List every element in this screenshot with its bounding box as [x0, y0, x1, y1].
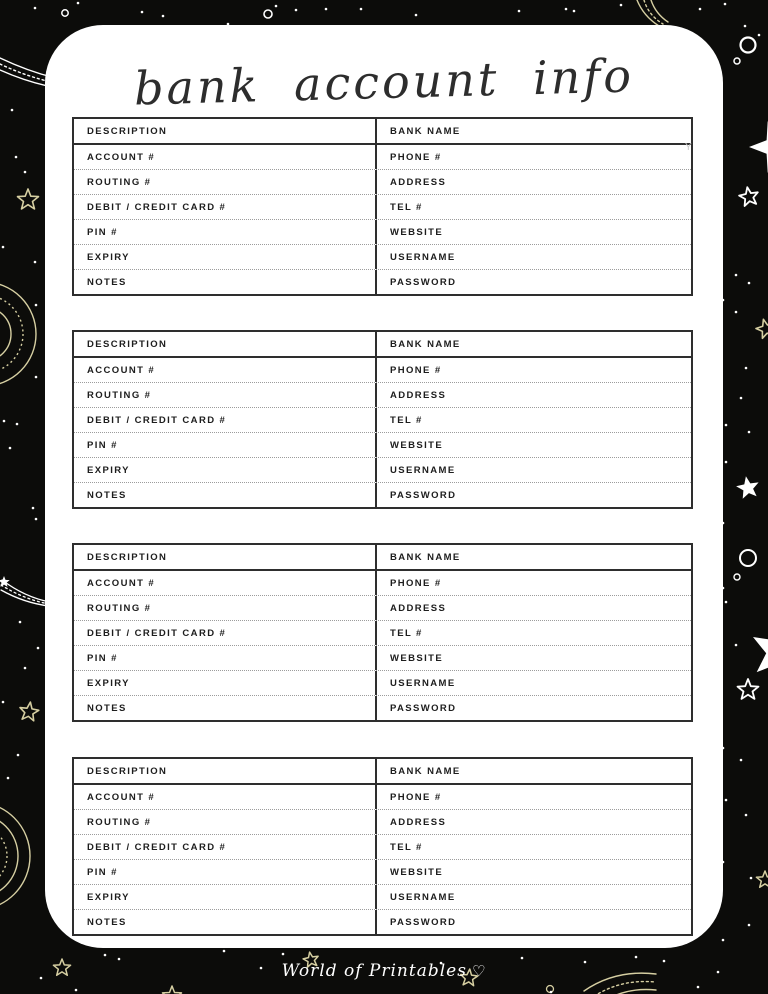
- bank-info-table-1: [72, 117, 693, 296]
- table-cell-right: TEL #: [390, 627, 423, 639]
- star-dot-icon: [722, 939, 725, 942]
- star-dot-icon: [620, 4, 623, 7]
- table-header-row: [74, 119, 691, 145]
- star-dot-icon: [325, 8, 328, 11]
- star-dot-icon: [735, 311, 738, 314]
- table-cell-left: NOTES: [74, 483, 377, 507]
- star-dot-icon: [77, 2, 80, 5]
- table-row: [74, 432, 691, 457]
- star-dot-icon: [573, 10, 576, 13]
- gold-arc-bottom-right-icon: [598, 990, 656, 994]
- table-header-row: [74, 759, 691, 785]
- star-outline-right-edge-1-icon: [756, 319, 768, 338]
- table-cell-left: DEBIT / CREDIT CARD #: [74, 195, 377, 219]
- table-cell-right: TEL #: [390, 414, 423, 426]
- star-dot-icon: [748, 431, 751, 434]
- star-dot-icon: [745, 367, 748, 370]
- table-row: [74, 571, 691, 595]
- table-header-cell-left: DESCRIPTION: [74, 759, 377, 783]
- table-row: [74, 145, 691, 169]
- star-dot-icon: [758, 34, 761, 37]
- table-header-cell-right: BANK NAME: [390, 338, 461, 350]
- star-dot-icon: [745, 814, 748, 817]
- star-dot-icon: [35, 304, 38, 307]
- star-dot-icon: [750, 877, 753, 880]
- star-dot-icon: [415, 14, 418, 17]
- table-cell-left: ROUTING #: [74, 383, 377, 407]
- star-dot-icon: [118, 958, 121, 961]
- table-row: [74, 695, 691, 720]
- table-cell-right: WEBSITE: [390, 866, 444, 878]
- star-dot-icon: [34, 261, 37, 264]
- table-cell-left: EXPIRY: [74, 885, 377, 909]
- star-dot-icon: [17, 754, 20, 757]
- table-cell-left: PIN #: [74, 646, 377, 670]
- ring-right-top-sm-icon: [734, 58, 740, 64]
- star-outline-right-lower-icon: [738, 679, 759, 699]
- star-outline-right-edge-2-icon: [756, 871, 768, 887]
- star-dot-icon: [735, 274, 738, 277]
- star-dot-icon: [521, 957, 524, 960]
- table-cell-left: NOTES: [74, 270, 377, 294]
- star-dot-icon: [19, 621, 22, 624]
- table-row: [74, 457, 691, 482]
- star-dot-icon: [699, 8, 702, 11]
- table-cell-left: EXPIRY: [74, 245, 377, 269]
- ring-right-mid-sm-icon: [734, 574, 740, 580]
- star-dot-icon: [744, 25, 747, 28]
- star-dot-icon: [724, 3, 727, 6]
- ring-top-mid-icon: [264, 10, 272, 18]
- table-header-cell-right: BANK NAME: [390, 551, 461, 563]
- table-cell-right: WEBSITE: [390, 652, 444, 664]
- gold-rings-left-icon: [0, 307, 11, 361]
- star-dot-icon: [11, 109, 14, 112]
- table-cell-left: NOTES: [74, 696, 377, 720]
- table-cell-right: PASSWORD: [390, 489, 457, 501]
- table-cell-right: TEL #: [390, 841, 423, 853]
- star-dot-icon: [37, 647, 40, 650]
- gold-rings-left-icon: [0, 282, 36, 386]
- table-cell-right: PASSWORD: [390, 702, 457, 714]
- star-dot-icon: [2, 246, 5, 249]
- table-cell-left: DEBIT / CREDIT CARD #: [74, 621, 377, 645]
- table-row: [74, 785, 691, 809]
- table-row: [74, 909, 691, 934]
- star-dot-icon: [2, 701, 5, 704]
- star-dot-icon: [735, 644, 738, 647]
- table-row: [74, 269, 691, 294]
- table-cell-right: PHONE #: [390, 151, 442, 163]
- table-header-cell-left: DESCRIPTION: [74, 119, 377, 143]
- shooting-star-left-mid-icon: [2, 580, 50, 602]
- star-dot-icon: [24, 667, 27, 670]
- table-cell-right: PHONE #: [390, 364, 442, 376]
- table-cell-left: ROUTING #: [74, 810, 377, 834]
- table-cell-left: ROUTING #: [74, 596, 377, 620]
- table-row: [74, 407, 691, 432]
- gold-arc-top-right-icon: [637, 0, 659, 26]
- footer-brand: [0, 961, 768, 981]
- table-cell-right: WEBSITE: [390, 226, 444, 238]
- table-cell-right: USERNAME: [390, 464, 456, 476]
- gold-arc-top-right-icon: [644, 0, 663, 24]
- bank-info-table-4: [72, 757, 693, 936]
- shooting-star-left-mid-icon: [1, 590, 49, 606]
- table-cell-left: ACCOUNT #: [74, 785, 377, 809]
- brand-text: World of Printables: [281, 961, 467, 981]
- star-dot-icon: [748, 282, 751, 285]
- table-cell-left: NOTES: [74, 910, 377, 934]
- table-cell-left: ACCOUNT #: [74, 571, 377, 595]
- star-dot-icon: [15, 156, 18, 159]
- star-dot-icon: [32, 507, 35, 510]
- star-dot-icon: [518, 10, 521, 13]
- table-cell-right: PHONE #: [390, 577, 442, 589]
- star-dot-icon: [35, 518, 38, 521]
- star-dot-icon: [725, 424, 728, 427]
- table-cell-right: USERNAME: [390, 251, 456, 263]
- star-outline-left-lower-icon: [20, 702, 39, 721]
- ring-right-top-icon: [741, 38, 756, 53]
- bank-info-table-3: [72, 543, 693, 722]
- table-cell-left: PIN #: [74, 433, 377, 457]
- star-dot-icon: [7, 777, 10, 780]
- star-dot-icon: [360, 8, 363, 11]
- star-dot-icon: [635, 956, 638, 959]
- table-cell-left: PIN #: [74, 220, 377, 244]
- printable-card: [45, 25, 723, 948]
- table-cell-right: ADDRESS: [390, 389, 447, 401]
- star-dot-icon: [223, 950, 226, 953]
- star-dot-icon: [24, 171, 27, 174]
- table-cell-right: PASSWORD: [390, 276, 457, 288]
- star-outline-right-upper-icon: [739, 187, 758, 206]
- ring-right-mid-icon: [740, 550, 756, 566]
- star-dot-icon: [3, 420, 6, 423]
- table-row: [74, 834, 691, 859]
- star-dot-icon: [725, 799, 728, 802]
- star-dot-icon: [75, 989, 78, 992]
- table-row: [74, 482, 691, 507]
- star-dot-icon: [725, 461, 728, 464]
- table-row: [74, 859, 691, 884]
- table-cell-right: ADDRESS: [390, 602, 447, 614]
- star-dot-icon: [141, 11, 144, 14]
- stray-mark: Y: [685, 142, 692, 153]
- table-row: [74, 194, 691, 219]
- table-row: [74, 809, 691, 834]
- star-dot-icon: [565, 8, 568, 11]
- gold-arc-top-right-icon: [651, 0, 668, 22]
- table-cell-right: ADDRESS: [390, 176, 447, 188]
- star-dot-icon: [725, 601, 728, 604]
- star-right-mid-icon: [736, 476, 759, 499]
- table-header-cell-right: BANK NAME: [390, 765, 461, 777]
- ring-top-left-icon: [62, 10, 68, 16]
- table-row: [74, 219, 691, 244]
- table-row: [74, 620, 691, 645]
- table-cell-left: EXPIRY: [74, 458, 377, 482]
- table-row: [74, 670, 691, 695]
- star-dot-icon: [740, 397, 743, 400]
- table-row: [74, 382, 691, 407]
- gold-rings-bottom-left-icon: [0, 802, 30, 910]
- star-dot-icon: [697, 986, 700, 989]
- table-cell-left: ACCOUNT #: [74, 358, 377, 382]
- gold-rings-bottom-left-icon: [0, 814, 18, 898]
- heart-icon: ♡: [471, 962, 487, 980]
- star-dot-icon: [740, 759, 743, 762]
- table-cell-right: TEL #: [390, 201, 423, 213]
- star-dot-icon: [295, 9, 298, 12]
- star-dot-icon: [550, 991, 553, 994]
- table-row: [74, 244, 691, 269]
- table-cell-left: DEBIT / CREDIT CARD #: [74, 408, 377, 432]
- table-header-row: [74, 545, 691, 571]
- star-dot-icon: [34, 7, 37, 10]
- table-cell-left: ROUTING #: [74, 170, 377, 194]
- table-cell-left: DEBIT / CREDIT CARD #: [74, 835, 377, 859]
- table-row: [74, 645, 691, 670]
- table-row: [74, 595, 691, 620]
- star-right-lower-large-icon: [753, 623, 768, 680]
- star-dot-icon: [9, 447, 12, 450]
- star-dot-icon: [162, 15, 165, 18]
- table-header-cell-right: BANK NAME: [390, 125, 461, 137]
- table-cell-left: PIN #: [74, 860, 377, 884]
- table-cell-right: PHONE #: [390, 791, 442, 803]
- star-dot-icon: [748, 924, 751, 927]
- table-cell-right: PASSWORD: [390, 916, 457, 928]
- table-cell-right: WEBSITE: [390, 439, 444, 451]
- table-row: [74, 884, 691, 909]
- table-cell-left: ACCOUNT #: [74, 145, 377, 169]
- table-header-row: [74, 332, 691, 358]
- table-header-cell-left: DESCRIPTION: [74, 332, 377, 356]
- star-dot-icon: [16, 423, 19, 426]
- star-dot-icon: [104, 954, 107, 957]
- star-right-top-large-icon: [749, 121, 768, 172]
- table-cell-right: USERNAME: [390, 891, 456, 903]
- star-dot-icon: [275, 5, 278, 8]
- table-row: [74, 358, 691, 382]
- table-row: [74, 169, 691, 194]
- star-dot-icon: [282, 953, 285, 956]
- gold-rings-bottom-left-icon: [0, 825, 7, 887]
- table-cell-right: ADDRESS: [390, 816, 447, 828]
- star-dot-icon: [35, 376, 38, 379]
- table-cell-left: EXPIRY: [74, 671, 377, 695]
- table-cell-right: USERNAME: [390, 677, 456, 689]
- table-header-cell-left: DESCRIPTION: [74, 545, 377, 569]
- bank-info-table-2: [72, 330, 693, 509]
- star-outline-footer-cut-icon: [163, 986, 182, 994]
- page-title: bank account info: [133, 48, 635, 116]
- star-outline-left-upper-icon: [18, 189, 39, 209]
